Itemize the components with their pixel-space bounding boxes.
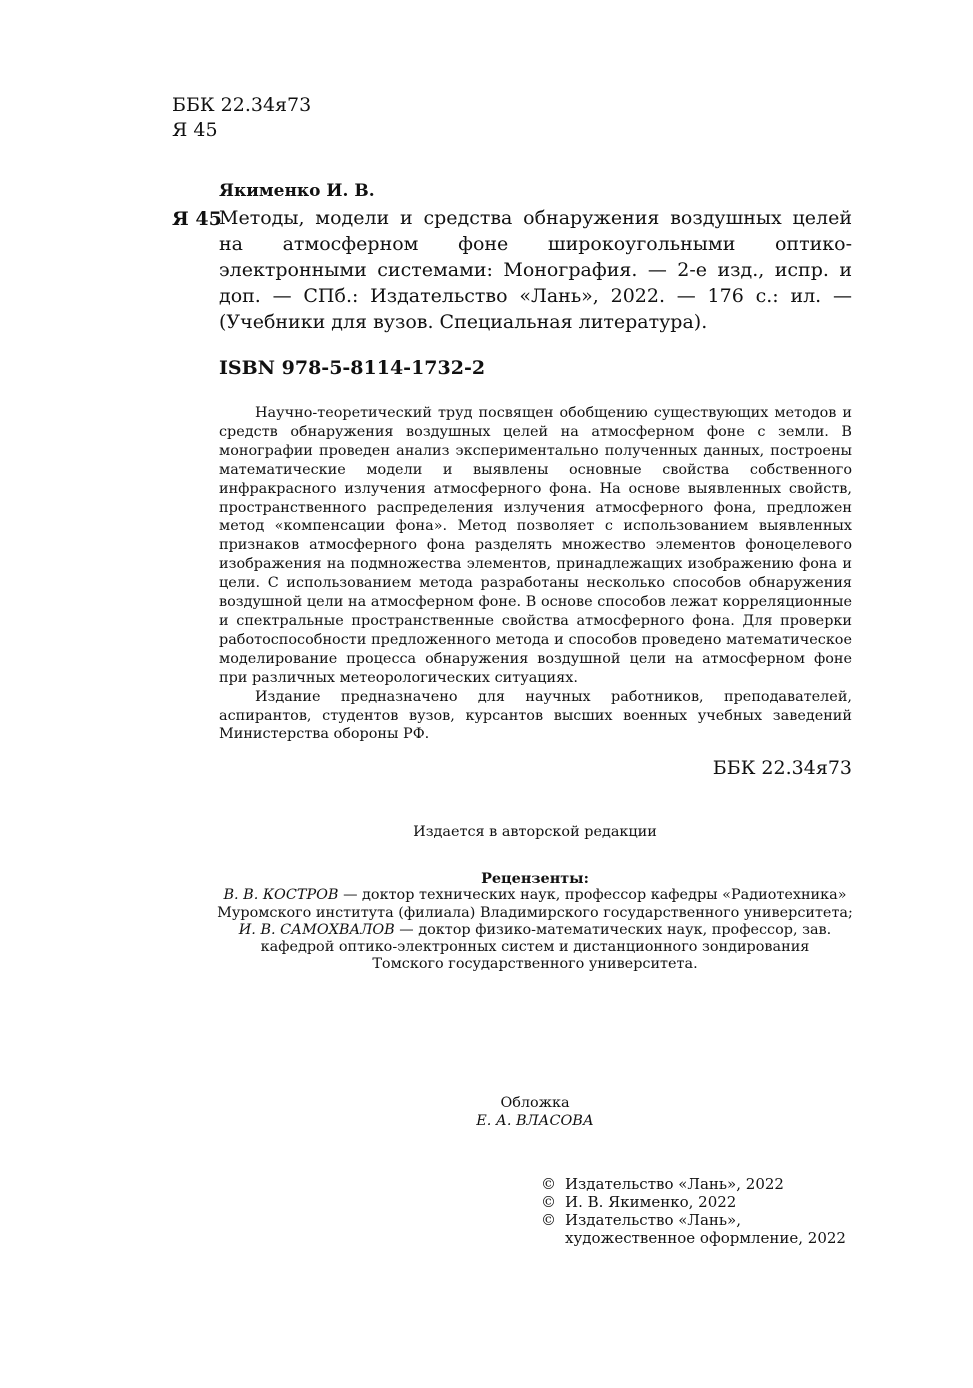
annotation-paragraph-2: Издание предназначено для научных работников, преподавателей, аспирантов, студентов вузов, курсантов высших военных учебных заведений Министерства обороны РФ. <box>219 688 852 743</box>
reviewer-2-name: И. В. САМОХВАЛОВ <box>238 921 395 938</box>
edition-note: Издается в авторской редакции <box>413 824 657 840</box>
reviewers-block <box>120 870 950 974</box>
reviewer-2-line-2: кафедрой оптико-электронных систем и дистанционного зондирования <box>260 939 810 956</box>
record-mark: Я 45 <box>172 208 222 230</box>
cover-label: Обложка <box>500 1095 570 1111</box>
reviewer-1-title: — доктор технических наук, профессор кафедры «Радиотехника» <box>338 887 847 904</box>
isbn: ISBN 978-5-8114-1732-2 <box>219 357 486 379</box>
copyright-block <box>541 1175 846 1247</box>
reviewer-2-line-3: Томского государственного университета. <box>372 956 698 973</box>
author-mark: Я 45 <box>172 119 218 141</box>
reviewers-heading: Рецензенты: <box>481 870 589 887</box>
reviewer-1-name: В. В. КОСТРОВ <box>223 887 339 904</box>
cover-designer: Е. А. ВЛАСОВА <box>476 1113 594 1129</box>
reviewer-1-line-1 <box>120 887 950 904</box>
reviewer-1-line-2: Муромского института (филиала) Владимирского государственного университета; <box>217 904 853 921</box>
annotation-paragraph-1: Научно-теоретический труд посвящен обобщению существующих методов и средств обнаружения воздушных целей на атмосферном фоне с земли. В монографии проведен анализ экспериментально полученных данных, построены математические модели и выявлены основные свойства собственного инфракрасного излучения атмосферного фона. На основе выявленных свойств, пространственного распределения излучения атмосферного фона, предложен метод «компенсации фона». Метод позволяет с использованием выявленных признаков атмосферного фона разделять множество элементов фоноцелевого изображения на подмножества элементов, принадлежащих изображению фона и цели. С использованием метода разработаны несколько способов обнаружения воздушной цели на атмосферном фоне. В основе способов лежат корреляционные и спектральные пространственные свойства атмосферного фона. Для проверки работоспособности предложенного метода и способов проведено математическое моделирование процесса обнаружения воздушной цели на атмосферном фоне при различных метеорологических ситуациях. <box>219 405 852 686</box>
copyright-symbol: © <box>541 1175 556 1193</box>
copyright-line-1: © Издательство «Лань», 2022 <box>541 1175 784 1193</box>
record-description: Методы, модели и средства обнаружения воздушных целей на атмосферном фоне широкоугольными оптико-электронными системами: Монография. — 2-е изд., испр. и доп. — СПб.: Издательство «Лань», 2022. — 176 с.: ил. — (Учебники для вузов. Специальная литература). <box>219 207 852 333</box>
copyright-line-4: художественное оформление, 2022 <box>565 1229 846 1247</box>
copyright-line-2: © И. В. Якименко, 2022 <box>541 1193 737 1211</box>
record-author: Якименко И. В. <box>219 181 375 201</box>
bbk-code: ББК 22.34я73 <box>172 94 312 116</box>
annotation <box>219 404 852 744</box>
cover-credit <box>120 1094 950 1130</box>
reviewer-2-title: — доктор физико-математических наук, профессор, зав. <box>394 921 832 938</box>
copyright-symbol: © <box>541 1193 556 1211</box>
bbk-footer: ББК 22.34я73 <box>712 757 852 779</box>
copyright-symbol: © <box>541 1211 556 1229</box>
reviewer-2-line-1 <box>120 922 950 939</box>
copyright-line-3: © Издательство «Лань», <box>541 1211 742 1229</box>
